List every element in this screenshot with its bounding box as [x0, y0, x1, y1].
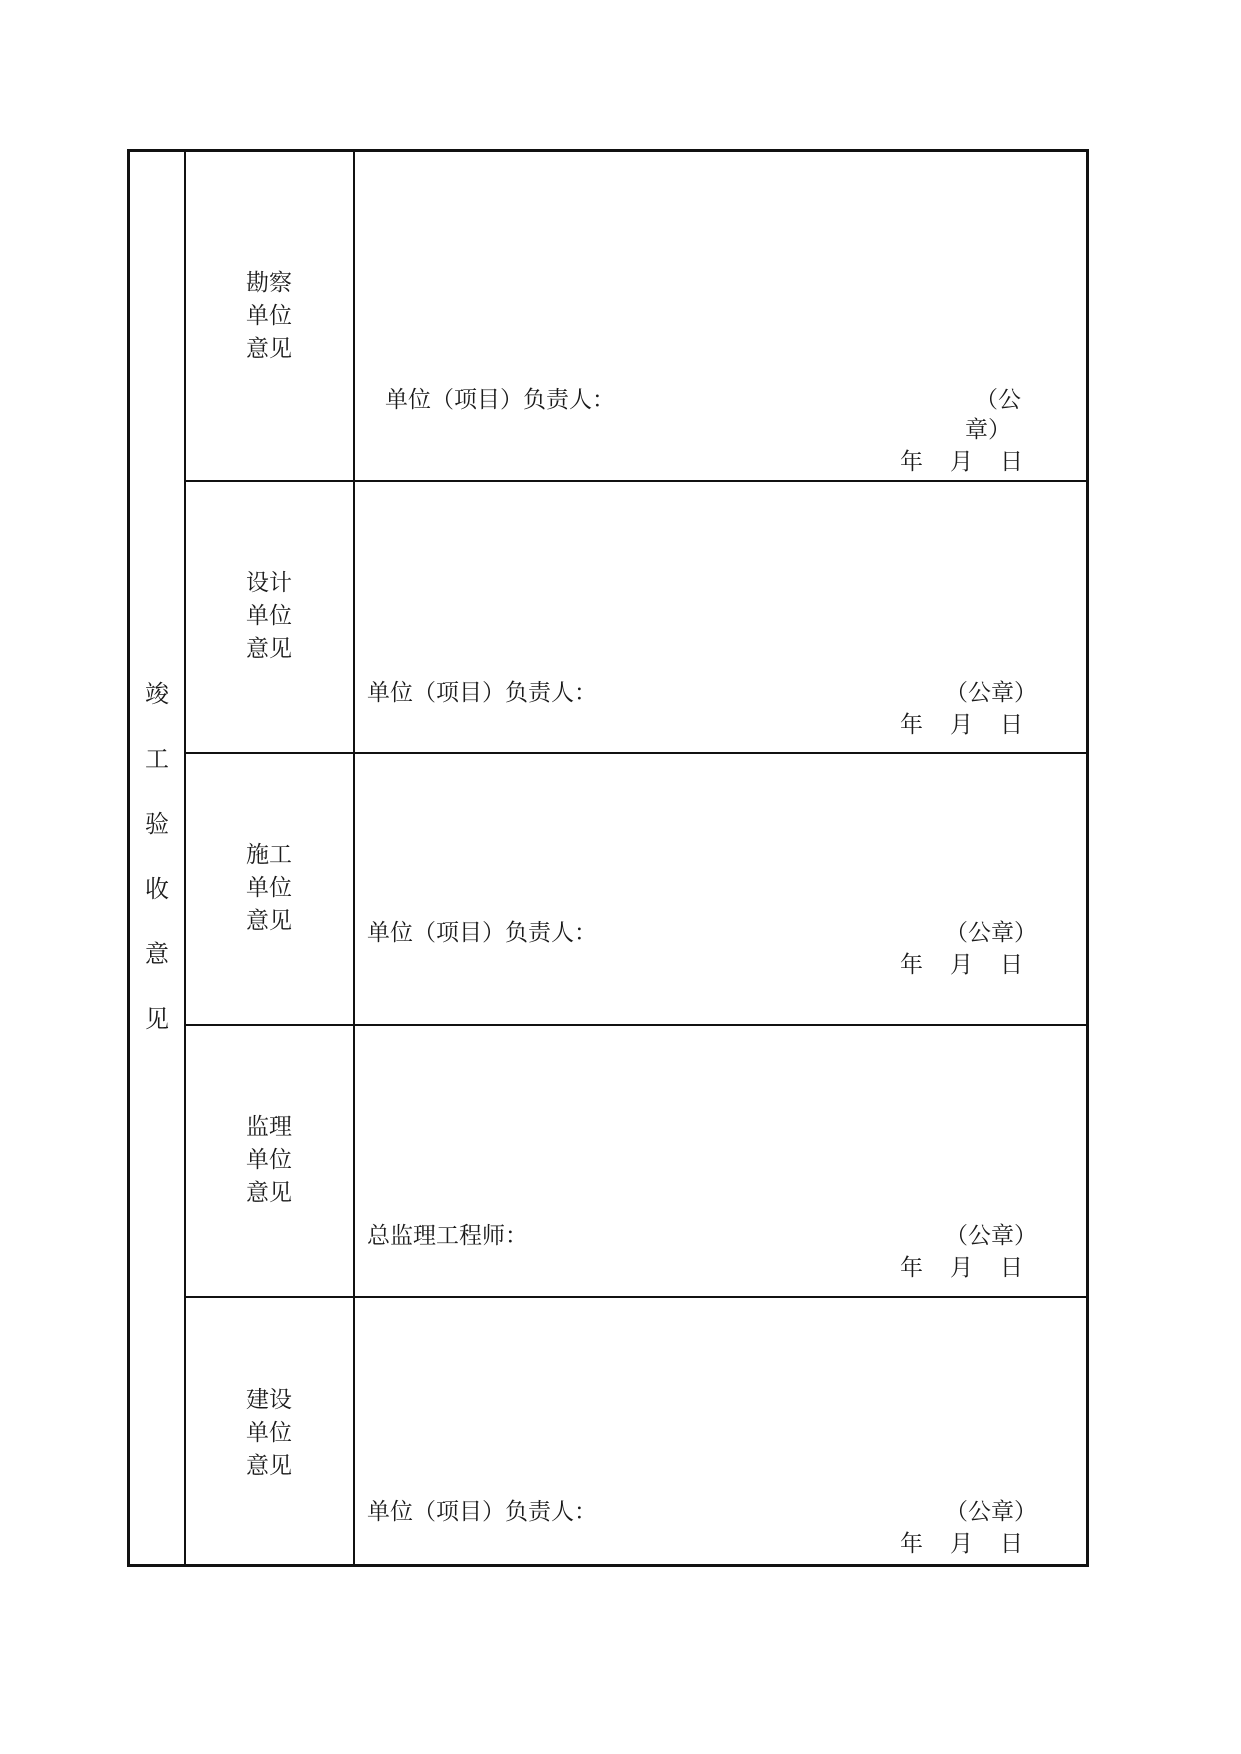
signer-label: 单位（项目）负责人： — [367, 1499, 597, 1525]
label-cell — [186, 482, 355, 752]
label-line: 意见 — [246, 1453, 292, 1479]
side-title-char: 验 — [145, 810, 169, 838]
label-line: 施工 — [246, 842, 292, 868]
seal-label: （公章） — [945, 920, 1037, 946]
row-label — [246, 267, 292, 366]
date-month: 月 — [950, 1255, 973, 1281]
side-title-char: 竣 — [145, 680, 169, 708]
label-line: 意见 — [246, 1180, 292, 1206]
row-label — [246, 839, 292, 938]
date-year: 年 — [900, 1255, 923, 1281]
label-line: 建设 — [246, 1387, 292, 1413]
opinion-input-area[interactable] — [355, 152, 1086, 480]
label-cell — [186, 754, 355, 1024]
label-cell — [186, 1026, 355, 1296]
acceptance-opinion-table — [127, 149, 1089, 1567]
row-design-unit — [186, 482, 1086, 754]
date-year: 年 — [900, 449, 923, 475]
row-label — [246, 1111, 292, 1210]
signer-label: 总监理工程师： — [367, 1223, 528, 1249]
label-cell — [186, 152, 355, 480]
seal-label: （公章） — [945, 1499, 1037, 1525]
row-supervision-unit — [186, 1026, 1086, 1298]
side-title — [130, 682, 184, 1072]
label-cell — [186, 1298, 355, 1564]
date-day: 日 — [1000, 1531, 1023, 1557]
opinion-input-area[interactable] — [355, 1026, 1086, 1296]
side-title-char: 意 — [145, 940, 169, 968]
label-line: 设计 — [246, 570, 292, 596]
date-month: 月 — [950, 1531, 973, 1557]
row-construction-unit — [186, 754, 1086, 1026]
label-line: 单位 — [246, 1420, 292, 1446]
date-line — [900, 710, 1030, 740]
date-month: 月 — [950, 712, 973, 738]
side-title-char: 工 — [145, 745, 169, 773]
date-month: 月 — [950, 952, 973, 978]
label-line: 意见 — [246, 636, 292, 662]
opinion-input-area[interactable] — [355, 1298, 1086, 1564]
label-line: 意见 — [246, 908, 292, 934]
label-line: 监理 — [246, 1114, 292, 1140]
opinion-input-area[interactable] — [355, 482, 1086, 752]
row-label — [246, 1384, 292, 1483]
date-year: 年 — [900, 712, 923, 738]
seal-label: （公章） — [945, 680, 1037, 706]
row-construction-owner-unit — [186, 1298, 1086, 1564]
date-line — [900, 1253, 1030, 1283]
label-line: 单位 — [246, 1147, 292, 1173]
label-line: 单位 — [246, 603, 292, 629]
date-month: 月 — [950, 449, 973, 475]
row-label — [246, 567, 292, 666]
date-year: 年 — [900, 1531, 923, 1557]
seal-label: （公章） — [945, 1223, 1037, 1249]
label-line: 意见 — [246, 336, 292, 362]
date-line — [900, 447, 1030, 477]
signer-label: 单位（项目）负责人： — [367, 680, 597, 706]
date-day: 日 — [1000, 449, 1023, 475]
date-day: 日 — [1000, 952, 1023, 978]
label-line: 单位 — [246, 875, 292, 901]
opinion-input-area[interactable] — [355, 754, 1086, 1024]
date-day: 日 — [1000, 1255, 1023, 1281]
label-line: 单位 — [246, 303, 292, 329]
side-title-char: 见 — [145, 1005, 169, 1033]
date-year: 年 — [900, 952, 923, 978]
seal-label: （公 — [975, 387, 1021, 413]
label-line: 勘察 — [246, 270, 292, 296]
side-title-char: 收 — [145, 875, 169, 903]
date-line — [900, 950, 1030, 980]
date-day: 日 — [1000, 712, 1023, 738]
signer-label: 单位（项目）负责人： — [367, 920, 597, 946]
seal-label: 章） — [965, 417, 1011, 443]
date-line — [900, 1529, 1030, 1559]
side-title-cell — [130, 152, 186, 1564]
row-survey-unit — [186, 152, 1086, 482]
signer-label: 单位（项目）负责人： — [385, 387, 615, 413]
